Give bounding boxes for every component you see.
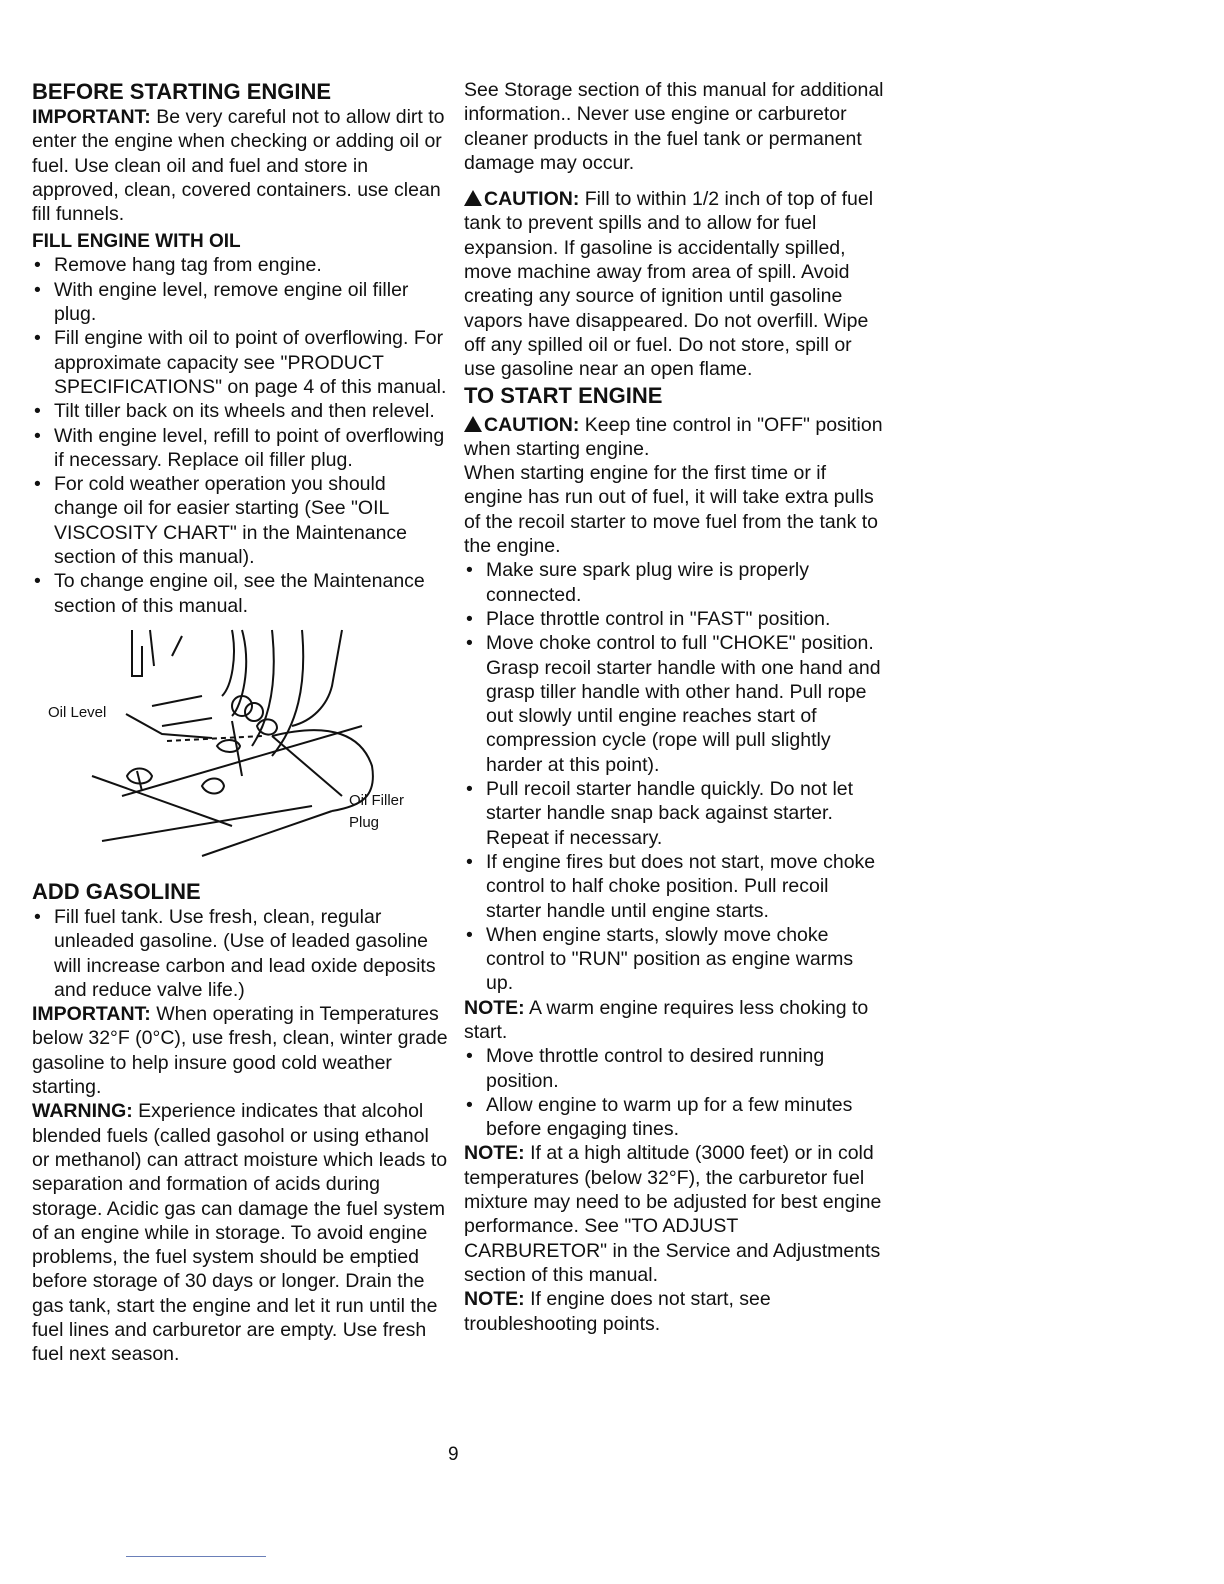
list-item: • With engine level, refill to point of overflowing if necessary. Replace oil filler plug. xyxy=(32,424,450,473)
note-label: NOTE: xyxy=(464,1142,525,1165)
caution-paragraph-1 xyxy=(464,187,884,381)
engine-illustration xyxy=(32,626,450,866)
page-number: 9 xyxy=(448,1444,459,1465)
to-start-engine-heading: TO START ENGINE xyxy=(464,382,663,408)
list-item: • For cold weather operation you should change oil for easier starting (See "OIL VISCOSITY CHART" in the Maintenance section of this manual). xyxy=(32,472,450,569)
note-paragraph-1 xyxy=(464,996,884,1045)
list-item: • Fill fuel tank. Use fresh, clean, regular unleaded gasoline. (Use of leaded gasoline will increase carbon and lead oxide deposits and reduce valve life.) xyxy=(32,905,450,1002)
warm-bullet-list xyxy=(464,1044,884,1141)
oil-filler-label-line-1: Oil Filler xyxy=(349,791,404,809)
list-item: • Pull recoil starter handle quickly. Do not let starter handle snap back against starter. Repeat if necessary. xyxy=(464,777,884,850)
warning-text: Experience indicates that alcohol blended fuels (called gasohol or using ethanol or methanol) can attract moisture which leads to separation and formation of acids during storage. Acidic gas can damage the fuel system of an engine while in storage. To avoid engine problems, the fuel system should be emptied before storage of 30 days or longer. Drain the gas tank, start the engine and let it run until the fuel lines and carburetor are empty. Use fresh fuel next season. xyxy=(32,1100,448,1366)
note-label: NOTE: xyxy=(464,1288,525,1311)
list-item: • Place throttle control in "FAST" position. xyxy=(464,607,884,631)
add-gasoline-heading: ADD GASOLINE xyxy=(32,878,201,904)
first-time-paragraph: When starting engine for the first time or if engine has run out of fuel, it will take extra pulls of the recoil starter to move fuel from the tank to the engine. xyxy=(464,462,879,558)
left-column xyxy=(32,78,450,1367)
important-label: IMPORTANT: xyxy=(32,1003,151,1026)
caution-paragraph-2 xyxy=(464,413,884,462)
list-item: • Tilt tiller back on its wheels and then relevel. xyxy=(32,399,450,423)
important-paragraph-1 xyxy=(32,105,450,226)
oil-bullet-list xyxy=(32,253,450,617)
note-text: A warm engine requires less choking to start. xyxy=(464,996,869,1043)
before-starting-heading: BEFORE STARTING ENGINE xyxy=(32,79,332,104)
warning-label: WARNING: xyxy=(32,1100,133,1123)
caution-label: CAUTION: xyxy=(484,413,580,436)
fill-oil-heading: FILL ENGINE WITH OIL xyxy=(32,231,241,253)
list-item: • To change engine oil, see the Maintenance section of this manual. xyxy=(32,569,450,618)
bottom-rule xyxy=(126,1556,266,1557)
note-paragraph-3 xyxy=(464,1287,884,1336)
important-text: Be very careful not to allow dirt to enter the engine when checking or adding oil or fuel. Use clean oil and fuel and store in approved, clean, covered containers. use clean fill funnels. xyxy=(32,106,445,226)
note-label: NOTE: xyxy=(464,996,525,1019)
oil-fill-diagram xyxy=(32,626,450,866)
start-bullet-list xyxy=(464,558,884,995)
note-paragraph-2 xyxy=(464,1141,884,1287)
warning-paragraph xyxy=(32,1099,450,1366)
caution-label: CAUTION: xyxy=(484,188,580,211)
caution-text: Keep tine control in "OFF" position when starting engine. xyxy=(464,413,883,460)
gas-bullet-list xyxy=(32,905,450,1002)
list-item: • Remove hang tag from engine. xyxy=(32,253,450,277)
list-item: • Move throttle control to desired running position. xyxy=(464,1044,884,1093)
list-item: • Allow engine to warm up for a few minutes before engaging tines. xyxy=(464,1093,884,1142)
important-label: IMPORTANT: xyxy=(32,106,151,128)
oil-level-label: Oil Level xyxy=(48,703,107,721)
list-item: • When engine starts, slowly move choke control to "RUN" position as engine warms up. xyxy=(464,923,884,996)
storage-paragraph: See Storage section of this manual for additional information.. Never use engine or carburetor cleaner products in the fuel tank or permanent damage may occur. xyxy=(464,79,884,174)
list-item: • Move choke control to full "CHOKE" position. Grasp recoil starter handle with one hand and grasp tiller handle with other hand. Pull rope out slowly until engine reaches start of compression cycle (rope will pull slightly harder at this point). xyxy=(464,631,884,777)
important-text: When operating in Temperatures below 32°F (0°C), use fresh, clean, winter grade gasoline to help insure good cold weather starting. xyxy=(32,1003,448,1099)
warning-triangle-icon xyxy=(464,416,482,432)
list-item: • With engine level, remove engine oil filler plug. xyxy=(32,278,450,327)
warning-triangle-icon xyxy=(464,190,482,206)
list-item: • Make sure spark plug wire is properly connected. xyxy=(464,558,884,607)
important-paragraph-2 xyxy=(32,1002,450,1099)
oil-filler-label-line-2: Plug xyxy=(349,813,380,831)
list-item: • If engine fires but does not start, move choke control to half choke position. Pull recoil starter handle until engine starts. xyxy=(464,850,884,923)
caution-text: Fill to within 1/2 inch of top of fuel tank to prevent spills and to allow for fuel expansion. If gasoline is accidentally spilled, move machine away from area of spill. Avoid creating any source of ignition until gasoline vapors have disappeared. Do not overfill. Wipe off any spilled oil or fuel. Do not store, spill or use gasoline near an open flame. xyxy=(464,188,874,381)
right-column xyxy=(464,78,884,1336)
note-text: If engine does not start, see troubleshooting points. xyxy=(464,1288,771,1335)
list-item: • Fill engine with oil to point of overflowing. For approximate capacity see "PRODUCT SPECIFICATIONS" on page 4 of this manual. xyxy=(32,326,450,399)
note-text: If at a high altitude (3000 feet) or in cold temperatures (below 32°F), the carburetor fuel mixture may need to be adjusted for best engine performance. See "TO ADJUST CARBURETOR" in the Service and Adjustments section of this manual. xyxy=(464,1142,882,1286)
